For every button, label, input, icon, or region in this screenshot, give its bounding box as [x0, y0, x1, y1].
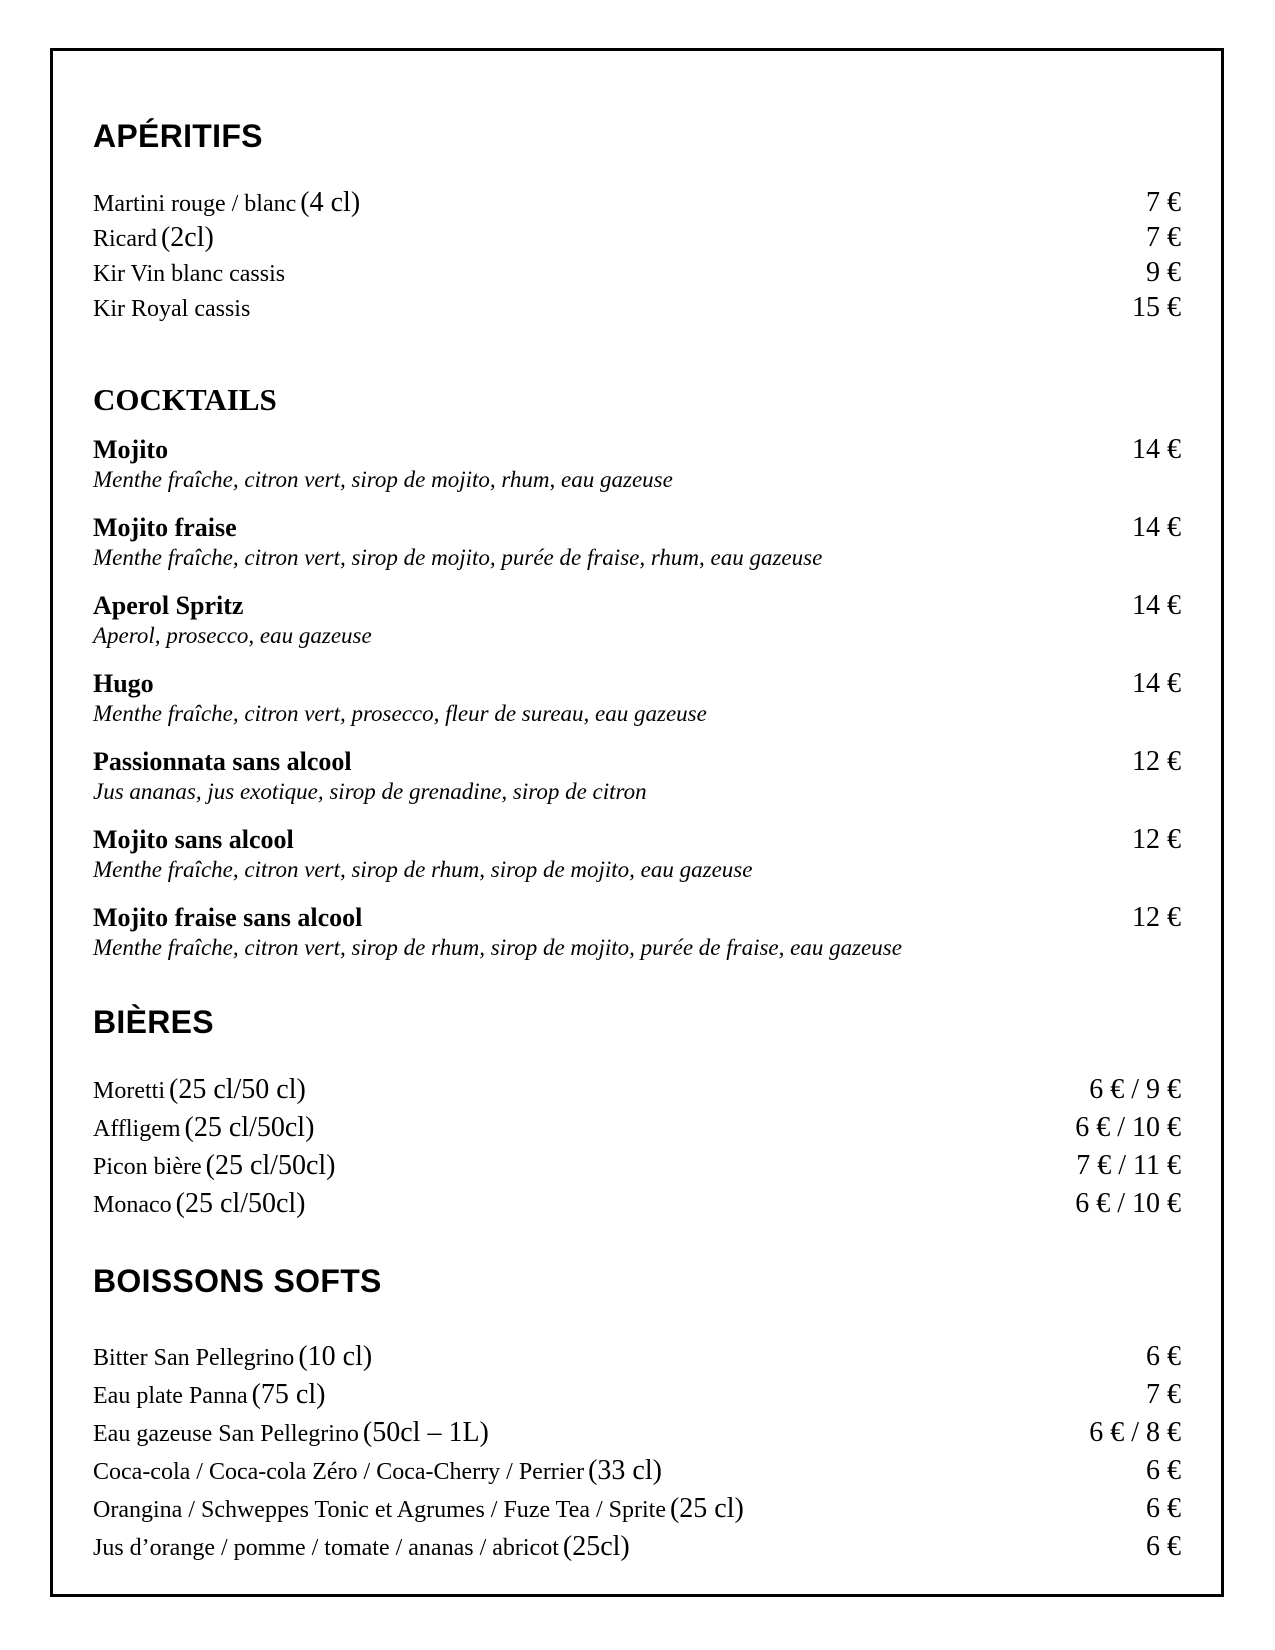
menu-item-price: 7 € / 11 €: [1076, 1150, 1181, 1181]
menu-item-description: Menthe fraîche, citron vert, sirop de rhum, sirop de mojito, purée de fraise, eau gazeuse: [93, 935, 902, 960]
menu-item-size: (33 cl): [588, 1455, 662, 1486]
section-title-bieres: BIÈRES: [93, 1004, 214, 1040]
menu-item-name: Kir Vin blanc cassis: [93, 261, 286, 287]
menu-item-name: Affligem: [93, 1116, 181, 1142]
menu-item-name: Passionnata sans alcool: [93, 747, 352, 776]
menu-item-label: [93, 1187, 306, 1225]
menu-item-size: (25 cl/50 cl): [169, 1074, 306, 1105]
page-border: [50, 48, 1224, 1597]
menu-item-name: Eau gazeuse San Pellegrino: [93, 1421, 359, 1447]
menu-item-name: Jus d’orange / pomme / tomate / ananas / abricot: [93, 1535, 559, 1561]
menu-item-price: 6 €: [1146, 1493, 1181, 1524]
menu-item: [93, 590, 1181, 650]
menu-item: [93, 1340, 1181, 1378]
menu-item: [93, 1111, 1181, 1149]
menu-item: [93, 434, 1181, 494]
menu-item-size: (50cl – 1L): [362, 1417, 489, 1448]
boissons-softs-list: [93, 1340, 1181, 1568]
menu-item-label: [93, 1111, 314, 1149]
menu-item: [93, 1073, 1181, 1111]
menu-item-price: 14 €: [1132, 512, 1181, 543]
menu-item-description: Menthe fraîche, citron vert, sirop de mojito, purée de fraise, rhum, eau gazeuse: [93, 545, 823, 570]
menu-item: [93, 1492, 1181, 1530]
menu-item-label: [93, 1492, 744, 1530]
menu-item-name: Mojito fraise: [93, 513, 237, 542]
menu-item-name: Bitter San Pellegrino: [93, 1345, 295, 1371]
menu-item-price: 6 €: [1146, 1455, 1181, 1486]
menu-item: [93, 1149, 1181, 1187]
menu-item-label: [93, 1378, 325, 1416]
menu-item-header: [93, 434, 1181, 466]
section-boissons-softs: [93, 1262, 1181, 1568]
menu-content: [53, 117, 1221, 1568]
menu-item-price: 14 €: [1132, 434, 1181, 465]
menu-item-name: Picon bière: [93, 1154, 202, 1180]
menu-item: [93, 746, 1181, 806]
menu-item-size: (25 cl/50cl): [205, 1150, 336, 1181]
section-aperitifs: [93, 117, 1181, 327]
menu-item-size: (75 cl): [251, 1379, 326, 1410]
menu-item: [93, 257, 1181, 292]
menu-item-price: 6 € / 8 €: [1089, 1417, 1181, 1448]
menu-item-name: Coca-cola / Coca-cola Zéro / Coca-Cherry / Perrier: [93, 1459, 585, 1485]
menu-item: [93, 1530, 1181, 1568]
menu-item-label: [93, 1454, 662, 1492]
menu-item-label: [93, 1073, 306, 1111]
menu-item-size: (25 cl): [669, 1493, 744, 1524]
menu-item: [93, 1187, 1181, 1225]
menu-item-description: Menthe fraîche, citron vert, sirop de mojito, rhum, eau gazeuse: [93, 467, 673, 492]
menu-item-price: 7 €: [1146, 1379, 1181, 1410]
menu-item-name: Mojito fraise sans alcool: [93, 903, 363, 932]
menu-item-name: Moretti: [93, 1078, 165, 1104]
menu-item-header: [93, 902, 1181, 934]
menu-item-price: 12 €: [1132, 902, 1181, 933]
menu-item-price: 6 € / 10 €: [1075, 1112, 1181, 1143]
menu-item-price: 6 €: [1146, 1531, 1181, 1562]
menu-item-name: Mojito sans alcool: [93, 825, 294, 854]
menu-item: [93, 512, 1181, 572]
menu-item-price: 15 €: [1132, 292, 1181, 323]
menu-item-header: [93, 590, 1181, 622]
bieres-list: [93, 1073, 1181, 1225]
menu-item-name: Monaco: [93, 1192, 172, 1218]
menu-item-size: (10 cl): [298, 1341, 373, 1372]
section-title-aperitifs: APÉRITIFS: [93, 118, 263, 154]
menu-item-name: Orangina / Schweppes Tonic et Agrumes / Fuze Tea / Sprite: [93, 1497, 666, 1523]
menu-item-price: 14 €: [1132, 668, 1181, 699]
menu-item-price: 12 €: [1132, 824, 1181, 855]
menu-item-price: 6 €: [1146, 1341, 1181, 1372]
menu-item: [93, 668, 1181, 728]
section-title-cocktails: COCKTAILS: [93, 382, 277, 417]
menu-item-price: 7 €: [1146, 222, 1181, 253]
menu-item-label: [93, 1340, 372, 1378]
menu-item-description: Menthe fraîche, citron vert, prosecco, fleur de sureau, eau gazeuse: [93, 701, 707, 726]
menu-item-label: [93, 1530, 630, 1568]
menu-item-size: (4 cl): [300, 187, 361, 218]
menu-item-description: Menthe fraîche, citron vert, sirop de rhum, sirop de mojito, eau gazeuse: [93, 857, 753, 882]
menu-item-name: Eau plate Panna: [93, 1383, 248, 1409]
menu-item-header: [93, 824, 1181, 856]
menu-item-price: 14 €: [1132, 590, 1181, 621]
section-title-boissons-softs: BOISSONS SOFTS: [93, 1263, 382, 1299]
section-bieres: [93, 1003, 1181, 1225]
menu-item-header: [93, 668, 1181, 700]
menu-item-label: [93, 1149, 335, 1187]
menu-item-price: 12 €: [1132, 746, 1181, 777]
menu-item-name: Kir Royal cassis: [93, 296, 251, 322]
menu-item-price: 9 €: [1146, 257, 1181, 288]
menu-item-description: Jus ananas, jus exotique, sirop de grenadine, sirop de citron: [93, 779, 647, 804]
menu-item-label: [93, 187, 360, 222]
menu-item-name: Martini rouge / blanc: [93, 191, 297, 217]
menu-item: [93, 902, 1181, 962]
menu-item-price: 7 €: [1146, 187, 1181, 218]
section-cocktails: [93, 381, 1181, 962]
menu-item-price: 6 € / 10 €: [1075, 1188, 1181, 1219]
menu-item-label: [93, 257, 285, 292]
menu-item: [93, 1378, 1181, 1416]
menu-item: [93, 1416, 1181, 1454]
menu-item: [93, 222, 1181, 257]
menu-item-label: [93, 292, 250, 327]
menu-item-size: (25cl): [562, 1531, 630, 1562]
menu-item-description: Aperol, prosecco, eau gazeuse: [93, 623, 372, 648]
menu-item: [93, 292, 1181, 327]
menu-item-label: [93, 222, 214, 257]
menu-item: [93, 1454, 1181, 1492]
menu-item: [93, 824, 1181, 884]
menu-item-name: Ricard: [93, 226, 157, 252]
menu-item-size: (25 cl/50cl): [184, 1112, 315, 1143]
menu-item-header: [93, 746, 1181, 778]
menu-item: [93, 187, 1181, 222]
menu-item-name: Aperol Spritz: [93, 591, 244, 620]
menu-item-size: (2cl): [160, 222, 214, 253]
menu-item-name: Hugo: [93, 669, 154, 698]
cocktails-list: [93, 434, 1181, 962]
aperitifs-list: [93, 187, 1181, 327]
menu-item-header: [93, 512, 1181, 544]
menu-item-name: Mojito: [93, 435, 169, 464]
menu-item-size: (25 cl/50cl): [175, 1188, 306, 1219]
menu-item-price: 6 € / 9 €: [1089, 1074, 1181, 1105]
menu-item-label: [93, 1416, 489, 1454]
